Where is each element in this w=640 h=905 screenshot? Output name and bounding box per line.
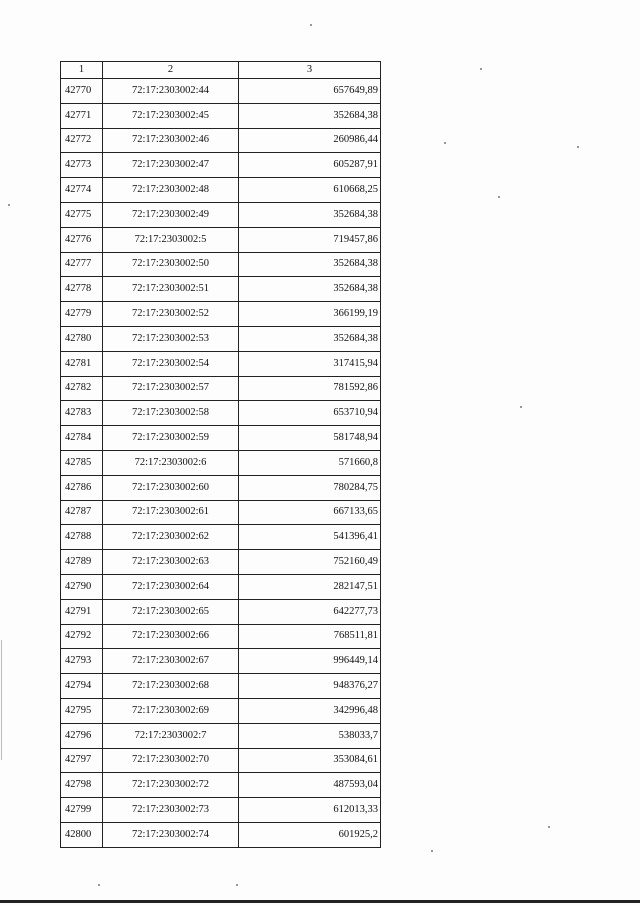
row-number-cell: 42790 [61,574,103,599]
header-col-2: 2 [103,62,239,79]
table-row [61,500,381,525]
row-number-cell: 42783 [61,401,103,426]
row-number-cell: 42772 [61,128,103,153]
cadastral-number-cell: 72:17:2303002:50 [103,252,239,277]
table-row [61,227,381,252]
row-number-cell: 42777 [61,252,103,277]
cadastral-number-cell: 72:17:2303002:5 [103,227,239,252]
table-row [61,277,381,302]
row-number-cell: 42795 [61,698,103,723]
table-row [61,326,381,351]
table-row [61,822,381,847]
table-row [61,376,381,401]
cadastral-number-cell: 72:17:2303002:59 [103,426,239,451]
table-row [61,401,381,426]
row-number-cell: 42770 [61,79,103,104]
header-col-1: 1 [61,62,103,79]
table-row [61,723,381,748]
scan-edge-line [1,640,2,760]
cadastral-number-cell: 72:17:2303002:46 [103,128,239,153]
cadastral-number-cell: 72:17:2303002:49 [103,202,239,227]
value-cell: 352684,38 [239,103,381,128]
row-number-cell: 42791 [61,599,103,624]
table-row [61,202,381,227]
value-cell: 780284,75 [239,475,381,500]
scan-speck [8,204,10,206]
value-cell: 541396,41 [239,525,381,550]
row-number-cell: 42785 [61,450,103,475]
cadastral-table [60,61,381,848]
row-number-cell: 42780 [61,326,103,351]
table-row [61,649,381,674]
row-number-cell: 42773 [61,153,103,178]
value-cell: 996449,14 [239,649,381,674]
value-cell: 719457,86 [239,227,381,252]
cadastral-number-cell: 72:17:2303002:44 [103,79,239,104]
value-cell: 353084,61 [239,748,381,773]
scan-speck [577,146,579,148]
table-header-row [61,62,381,79]
row-number-cell: 42796 [61,723,103,748]
row-number-cell: 42789 [61,550,103,575]
table-row [61,674,381,699]
cadastral-number-cell: 72:17:2303002:69 [103,698,239,723]
table-row [61,178,381,203]
scan-speck [236,884,238,886]
cadastral-number-cell: 72:17:2303002:62 [103,525,239,550]
row-number-cell: 42786 [61,475,103,500]
table-row [61,475,381,500]
value-cell: 752160,49 [239,550,381,575]
row-number-cell: 42787 [61,500,103,525]
cadastral-number-cell: 72:17:2303002:72 [103,773,239,798]
scan-speck [98,884,100,886]
row-number-cell: 42792 [61,624,103,649]
value-cell: 366199,19 [239,302,381,327]
cadastral-number-cell: 72:17:2303002:7 [103,723,239,748]
cadastral-number-cell: 72:17:2303002:61 [103,500,239,525]
table-row [61,450,381,475]
value-cell: 352684,38 [239,202,381,227]
row-number-cell: 42797 [61,748,103,773]
value-cell: 282147,51 [239,574,381,599]
value-cell: 352684,38 [239,252,381,277]
cadastral-number-cell: 72:17:2303002:66 [103,624,239,649]
cadastral-number-cell: 72:17:2303002:63 [103,550,239,575]
row-number-cell: 42784 [61,426,103,451]
page-bottom-edge [0,900,640,903]
row-number-cell: 42778 [61,277,103,302]
cadastral-number-cell: 72:17:2303002:52 [103,302,239,327]
row-number-cell: 42799 [61,798,103,823]
row-number-cell: 42775 [61,202,103,227]
row-number-cell: 42800 [61,822,103,847]
scan-speck [431,850,433,852]
table-row [61,748,381,773]
table-row [61,128,381,153]
value-cell: 260986,44 [239,128,381,153]
row-number-cell: 42782 [61,376,103,401]
value-cell: 610668,25 [239,178,381,203]
value-cell: 352684,38 [239,277,381,302]
cadastral-number-cell: 72:17:2303002:45 [103,103,239,128]
table-row [61,599,381,624]
row-number-cell: 42776 [61,227,103,252]
value-cell: 768511,81 [239,624,381,649]
value-cell: 781592,86 [239,376,381,401]
value-cell: 352684,38 [239,326,381,351]
table-row [61,798,381,823]
cadastral-number-cell: 72:17:2303002:6 [103,450,239,475]
row-number-cell: 42771 [61,103,103,128]
table-row [61,550,381,575]
value-cell: 487593,04 [239,773,381,798]
scan-speck [310,24,312,26]
value-cell: 571660,8 [239,450,381,475]
cadastral-number-cell: 72:17:2303002:73 [103,798,239,823]
cadastral-number-cell: 72:17:2303002:68 [103,674,239,699]
header-col-3: 3 [239,62,381,79]
value-cell: 605287,91 [239,153,381,178]
cadastral-number-cell: 72:17:2303002:74 [103,822,239,847]
value-cell: 538033,7 [239,723,381,748]
table-row [61,252,381,277]
value-cell: 601925,2 [239,822,381,847]
value-cell: 342996,48 [239,698,381,723]
row-number-cell: 42779 [61,302,103,327]
row-number-cell: 42794 [61,674,103,699]
table-row [61,79,381,104]
cadastral-number-cell: 72:17:2303002:60 [103,475,239,500]
cadastral-number-cell: 72:17:2303002:53 [103,326,239,351]
table-body [61,79,381,848]
cadastral-number-cell: 72:17:2303002:48 [103,178,239,203]
value-cell: 612013,33 [239,798,381,823]
table-row [61,525,381,550]
table-row [61,103,381,128]
cadastral-number-cell: 72:17:2303002:57 [103,376,239,401]
scan-speck [480,68,482,70]
table-row [61,698,381,723]
table-row [61,773,381,798]
value-cell: 581748,94 [239,426,381,451]
row-number-cell: 42793 [61,649,103,674]
cadastral-number-cell: 72:17:2303002:70 [103,748,239,773]
table-row [61,426,381,451]
scan-speck [498,196,500,198]
table-row [61,153,381,178]
cadastral-number-cell: 72:17:2303002:54 [103,351,239,376]
row-number-cell: 42798 [61,773,103,798]
table-row [61,351,381,376]
value-cell: 642277,73 [239,599,381,624]
value-cell: 948376,27 [239,674,381,699]
cadastral-number-cell: 72:17:2303002:47 [103,153,239,178]
cadastral-number-cell: 72:17:2303002:51 [103,277,239,302]
scan-speck [444,142,446,144]
table-row [61,574,381,599]
cadastral-number-cell: 72:17:2303002:58 [103,401,239,426]
scan-speck [548,826,550,828]
value-cell: 657649,89 [239,79,381,104]
row-number-cell: 42774 [61,178,103,203]
value-cell: 653710,94 [239,401,381,426]
row-number-cell: 42788 [61,525,103,550]
table-row [61,624,381,649]
cadastral-number-cell: 72:17:2303002:67 [103,649,239,674]
scan-speck [520,406,522,408]
row-number-cell: 42781 [61,351,103,376]
value-cell: 317415,94 [239,351,381,376]
table-row [61,302,381,327]
value-cell: 667133,65 [239,500,381,525]
cadastral-number-cell: 72:17:2303002:64 [103,574,239,599]
cadastral-number-cell: 72:17:2303002:65 [103,599,239,624]
